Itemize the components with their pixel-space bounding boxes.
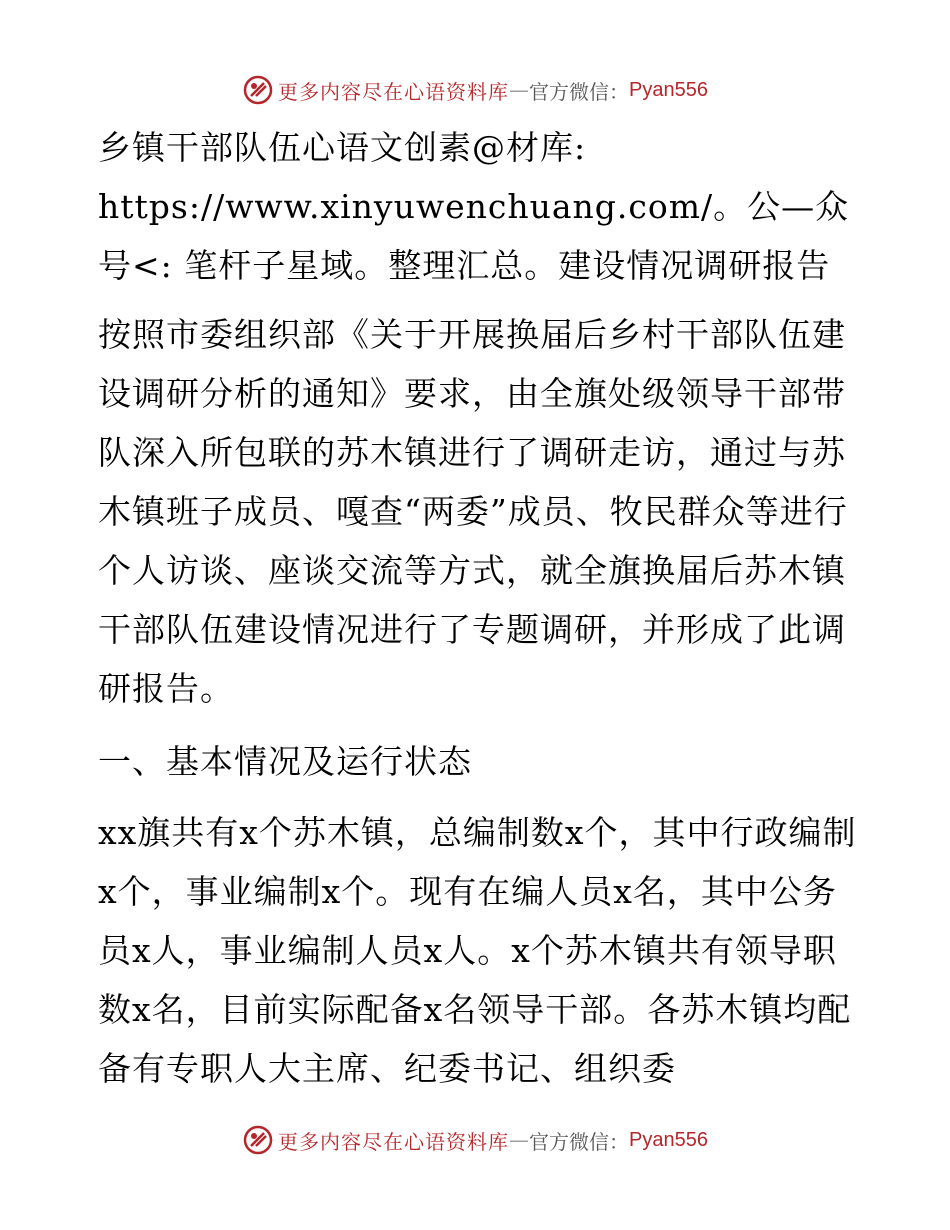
section-heading: 一、基本情况及运行状态 — [98, 742, 472, 781]
watermark-text: 更多内容尽在心语资料库 — [278, 79, 510, 104]
body-paragraph-1: 按照市委组织部《关于开展换届后乡村干部队伍建设调研分析的通知》要求，由全旗处级领导干部带队深入所包联的苏木镇进行了调研走访，通过与苏木镇班子成员、嘎查“两委”成员、牧民群众等进行个人访谈、座谈交流等方式，就全旗换届后苏木镇干部队伍建设情况进行了专题调研，并形成了此调研报告。 — [98, 315, 848, 708]
brand-logo-icon — [242, 1124, 274, 1156]
watermark-text: 更多内容尽在心语资料库 — [278, 1129, 510, 1154]
intro-paragraph: 乡镇干部队伍心语文创素@材库: https://www.xinyuwenchuang.com/。公—众号<: 笔杆子星域。整理汇总。建设情况调研报告 — [98, 128, 850, 285]
watermark-banner-top — [0, 70, 950, 110]
watermark-wechat-id: Pyan556 — [629, 1128, 708, 1151]
watermark-banner-bottom — [0, 1120, 950, 1160]
body-paragraph-2: xx旗共有x个苏木镇，总编制数x个，其中行政编制x个，事业编制x个。现有在编人员x名，其中公务员x人，事业编制人员x人。x个苏木镇共有领导职数x名，目前实际配备x名领导干部。各苏木镇均配备有专职人大主席、纪委书记、组织委 — [98, 813, 857, 1088]
brand-logo-icon — [242, 74, 274, 106]
watermark-separator: — — [509, 78, 530, 102]
watermark-wechat-id: Pyan556 — [629, 78, 708, 101]
watermark-official-label: 官方微信： — [529, 1129, 630, 1154]
watermark-official-label: 官方微信： — [529, 79, 630, 104]
watermark-separator: — — [509, 1128, 530, 1152]
